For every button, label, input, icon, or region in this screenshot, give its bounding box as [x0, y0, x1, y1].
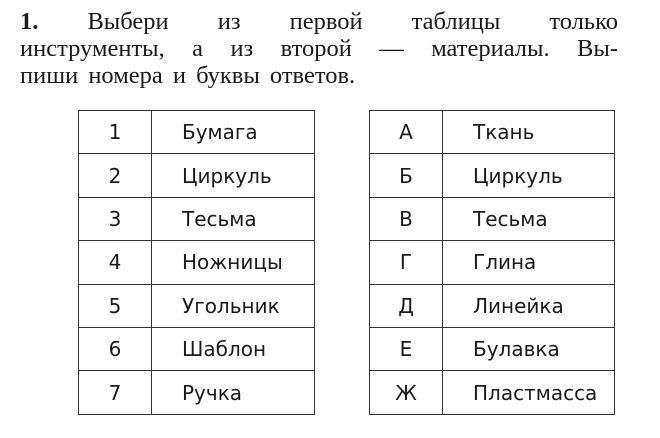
task-text-line-1: Выбери из первой таблицы только [87, 8, 618, 35]
row-item: Пластмасса [443, 371, 615, 414]
table-row [370, 327, 615, 370]
task-number: 1. [20, 8, 39, 35]
row-letter: А [370, 111, 443, 154]
table-row [79, 284, 315, 327]
row-letter: Е [370, 327, 443, 370]
task-text-line-2: инструменты, а из второй — материалы. Вы- [20, 35, 618, 62]
table-row [370, 371, 615, 414]
task-statement [20, 8, 618, 89]
row-letter: Д [370, 284, 443, 327]
row-item: Тесьма [152, 197, 315, 240]
table-row [79, 241, 315, 284]
table-items-lettered [369, 110, 615, 415]
row-number: 5 [79, 284, 152, 327]
table-row [370, 284, 615, 327]
table-row [79, 371, 315, 414]
row-letter: Ж [370, 371, 443, 414]
table-row [79, 154, 315, 197]
row-item: Ножницы [152, 241, 315, 284]
row-item: Тесьма [443, 197, 615, 240]
task-line-1 [20, 8, 618, 35]
table-row [79, 197, 315, 240]
row-item: Угольник [152, 284, 315, 327]
row-letter: Б [370, 154, 443, 197]
table-row [79, 111, 315, 154]
row-item: Ручка [152, 371, 315, 414]
row-number: 1 [79, 111, 152, 154]
row-item: Циркуль [152, 154, 315, 197]
row-number: 3 [79, 197, 152, 240]
table-row [370, 111, 615, 154]
row-item: Бумага [152, 111, 315, 154]
row-item: Линейка [443, 284, 615, 327]
row-item: Булавка [443, 327, 615, 370]
row-number: 4 [79, 241, 152, 284]
row-number: 2 [79, 154, 152, 197]
row-number: 6 [79, 327, 152, 370]
task-line-2 [20, 35, 618, 62]
table-items-numbered [78, 110, 315, 415]
table-row [370, 197, 615, 240]
task-text-line-3: пиши номера и буквы ответов. [20, 62, 356, 89]
row-letter: Г [370, 241, 443, 284]
row-item: Ткань [443, 111, 615, 154]
row-item: Глина [443, 241, 615, 284]
row-item: Циркуль [443, 154, 615, 197]
table-row [79, 327, 315, 370]
task-line-3 [20, 62, 618, 89]
table-row [370, 241, 615, 284]
row-letter: В [370, 197, 443, 240]
row-number: 7 [79, 371, 152, 414]
table-row [370, 154, 615, 197]
row-item: Шаблон [152, 327, 315, 370]
